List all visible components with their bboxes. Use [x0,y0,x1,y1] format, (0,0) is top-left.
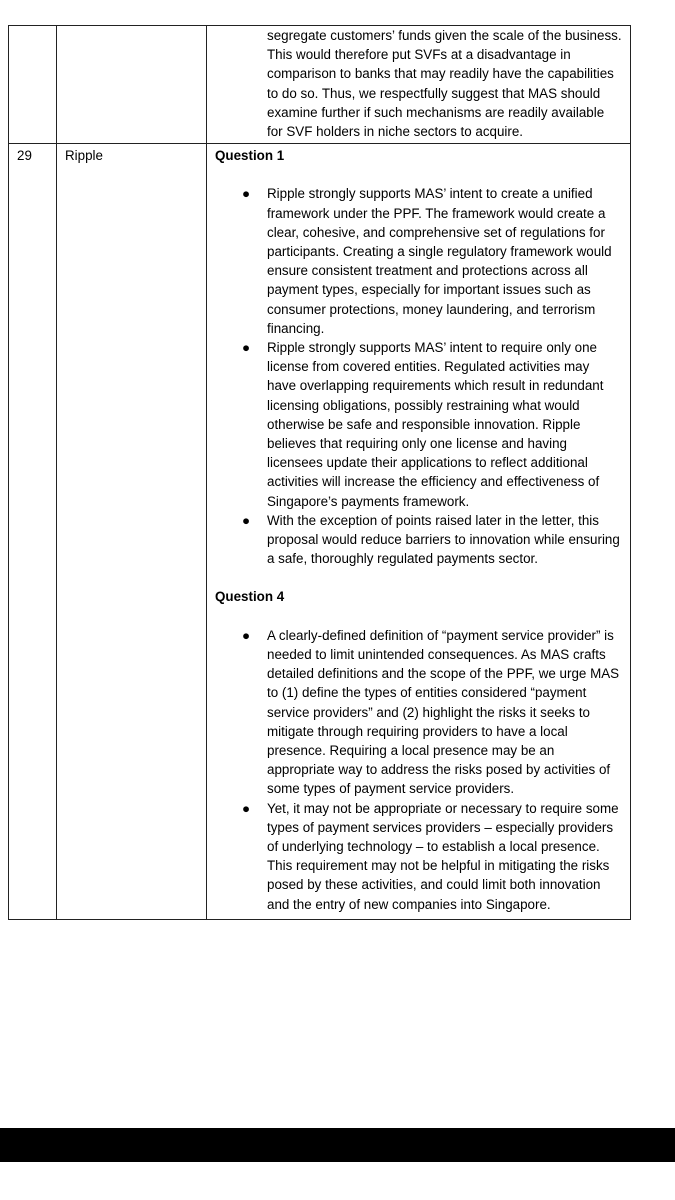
row-number-cell [9,144,57,920]
row-number: 29 [17,148,32,164]
continued-number-cell [9,26,57,144]
list-item [215,184,622,338]
spacer [215,568,622,587]
list-item [215,626,622,799]
respondent-name: Ripple [65,148,103,164]
continued-content-cell [207,26,631,144]
submissions-table [8,25,630,920]
continued-respondent-cell [57,26,207,144]
list-item [215,799,622,914]
bullet-text: Ripple strongly supports MAS’ intent to require only one license from covered entities. Regulated activities may have overlapping requirements which result in redundant licensing obligations, possibly restraining what would otherwise be safe and responsible innovation. Ripple believes that requiring only one license and having licensees update their applications to reflect additional activities will increase the efficiency and effectiveness of Singapore’s payments framework. [267,340,604,509]
bullet-list [215,626,622,914]
bullet-icon: ● [242,340,251,356]
bullet-icon: ● [242,627,251,643]
list-item [215,338,622,511]
question-heading: Question 4 [215,589,285,605]
bottom-black-bar [0,1128,675,1162]
bullet-icon: ● [242,512,251,528]
list-item [215,511,622,569]
bullet-list [215,184,622,568]
bullet-text: With the exception of points raised later in the letter, this proposal would reduce barriers to innovation while ensuring a safe, thoroughly regulated payments sector. [267,512,620,567]
response-cell [207,144,631,920]
bullet-icon: ● [242,800,251,816]
respondent-cell [57,144,207,920]
bullet-text: A clearly-defined definition of “payment service provider” is needed to limit unintended consequences. As MAS crafts detailed definitions and the scope of the PPF, we urge MAS to (1) define the types of entities considered “payment service providers” and (2) highlight the risks it seeks to mitigate through requiring providers to have a local presence. Requiring a local presence may be an appropriate way to address the risks posed by activities of some types of payment service providers. [267,627,620,797]
continued-row [9,26,631,144]
bullet-icon: ● [242,186,251,202]
table [8,25,631,920]
bullet-text: Yet, it may not be appropriate or necessary to require some types of payment services providers – especially providers of underlying technology – to establish a local presence. This requirement may not be helpful in mitigating the risks posed by these activities, and could limit both innovation and the entry of new companies into Singapore. [267,800,619,912]
bullet-text: Ripple strongly supports MAS’ intent to create a unified framework under the PPF. The framework would create a clear, cohesive, and comprehensive set of regulations for participants. Creating a single regulatory framework would ensure consistent treatment and protections across all payment types, especially for important issues such as consumer protections, money laundering, and terrorism financing. [267,186,612,336]
table-row [9,144,631,920]
question-heading: Question 1 [215,148,285,164]
continued-paragraph: segregate customers’ funds given the scale of the business. This would therefore put SVFs at a disadvantage in comparison to banks that may readily have the capabilities to do so. Thus, we respectfully suggest that MAS should examine further if such mechanisms are readily available for SVF holders in niche sectors to acquire. [267,28,622,140]
response-content [207,144,630,919]
